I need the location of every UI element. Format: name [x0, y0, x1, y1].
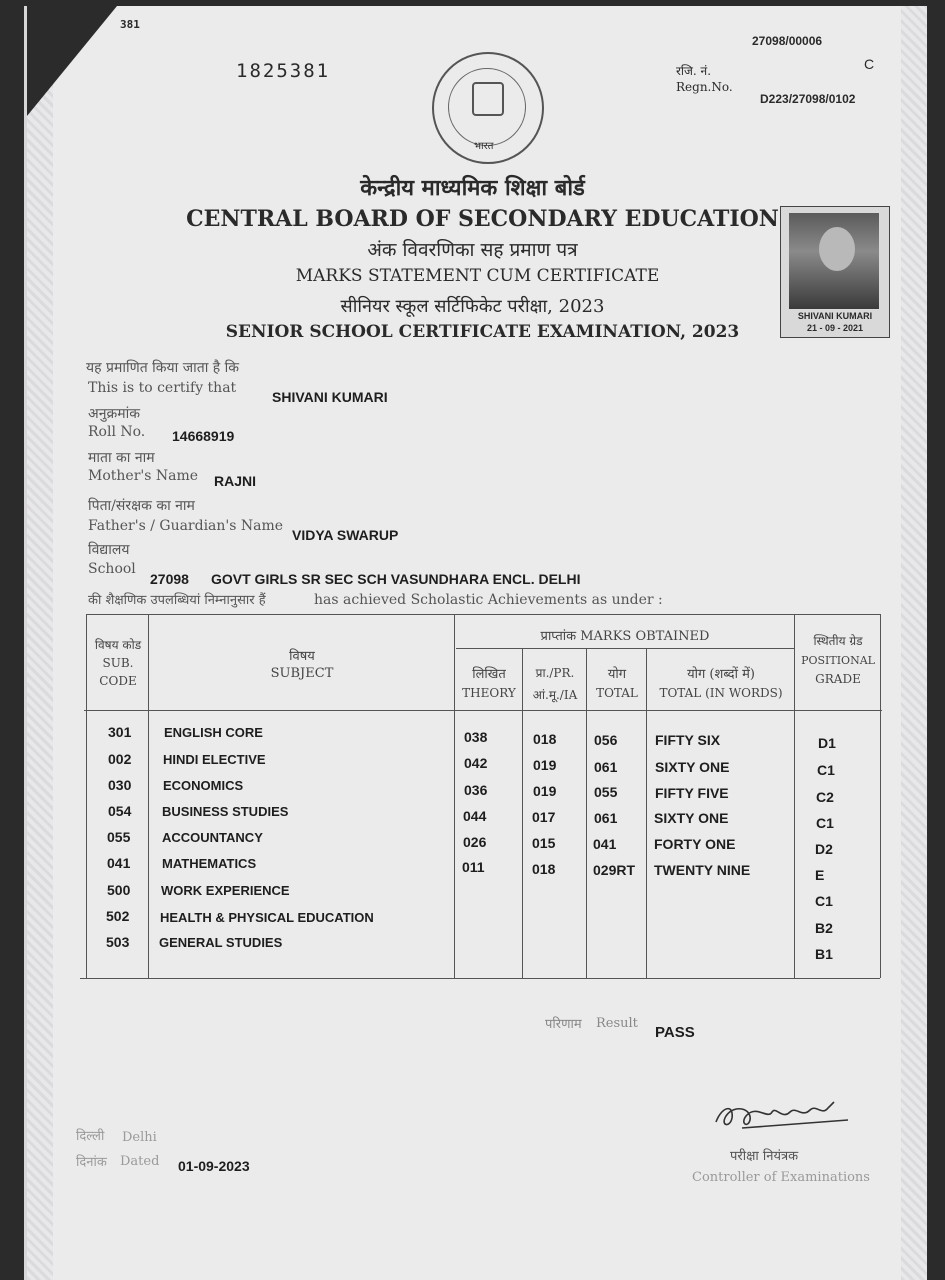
header-ia: आं.मू./IA	[532, 688, 578, 702]
mother-label: Mother's Name	[88, 468, 199, 484]
achieved-label: has achieved Scholastic Achievements as under :	[314, 592, 663, 608]
header-total: TOTAL	[596, 686, 638, 700]
row-total-words: SIXTY ONE	[655, 759, 730, 775]
row-grade: C2	[816, 789, 834, 805]
school-label: School	[88, 561, 136, 577]
row-practical: 019	[533, 757, 557, 773]
certificate-number: 1825381	[236, 60, 331, 82]
regn-label: Regn.No.	[676, 80, 733, 94]
header-total-hindi: योग	[607, 667, 627, 682]
row-grade: C1	[817, 762, 835, 778]
controller-label-hindi: परीक्षा नियंत्रक	[730, 1149, 799, 1164]
reference-number: 27098/00006	[752, 34, 823, 48]
photo-caption-date: 21 - 09 - 2021	[806, 323, 864, 333]
header-grade-2: GRADE	[815, 672, 861, 686]
row-total: 029RT	[593, 862, 636, 878]
header-theory: THEORY	[462, 686, 516, 700]
row-practical: 018	[532, 861, 556, 877]
school-code: 27098	[150, 571, 189, 587]
exam-title-hindi: सीनियर स्कूल सर्टिफिकेट परीक्षा, 2023	[340, 296, 605, 317]
header-words: TOTAL (IN WORDS)	[659, 686, 783, 700]
row-total-words: SIXTY ONE	[654, 810, 729, 826]
mother-name: RAJNI	[214, 473, 257, 489]
row-code: 502	[106, 908, 130, 924]
row-subject: ACCOUNTANCY	[162, 830, 263, 845]
row-subject: ENGLISH CORE	[164, 725, 263, 740]
student-name: SHIVANI KUMARI	[272, 389, 388, 405]
certify-label: This is to certify that	[88, 380, 237, 396]
row-theory: 036	[464, 782, 488, 798]
certify-label-hindi: यह प्रमाणित किया जाता है कि	[86, 360, 240, 376]
place-label: Delhi	[122, 1130, 157, 1145]
achieved-label-hindi: की शैक्षणिक उपलब्धियां निम्नानुसार हैं	[88, 593, 266, 608]
row-theory: 026	[463, 834, 487, 850]
letter-c: C	[864, 56, 875, 72]
table-top-border	[86, 614, 880, 615]
header-code-hindi: विषय कोड	[94, 638, 142, 652]
school-label-hindi: विद्यालय	[88, 542, 130, 558]
row-theory: 038	[464, 729, 488, 745]
torn-corner	[27, 6, 117, 116]
row-grade: C1	[815, 893, 833, 909]
roll-label: Roll No.	[88, 424, 146, 440]
issue-date: 01-09-2023	[178, 1158, 250, 1174]
row-subject: WORK EXPERIENCE	[161, 883, 290, 898]
header-marks	[456, 626, 794, 644]
row-code: 301	[108, 724, 132, 740]
row-grade: D1	[818, 735, 836, 751]
table-bottom-border	[80, 978, 880, 979]
row-subject: BUSINESS STUDIES	[162, 804, 289, 819]
mother-label-hindi: माता का नाम	[88, 450, 155, 466]
board-name-hindi: केन्द्रीय माध्यमिक शिक्षा बोर्ड	[360, 175, 585, 201]
row-subject: HINDI ELECTIVE	[163, 752, 266, 767]
row-grade: B1	[815, 946, 833, 962]
controller-signature	[712, 1098, 852, 1134]
row-total-words: FORTY ONE	[654, 836, 736, 852]
dated-label: Dated	[120, 1154, 160, 1169]
row-practical: 015	[532, 835, 556, 851]
result-label: Result	[596, 1016, 638, 1031]
row-total-words: FIFTY SIX	[655, 732, 721, 748]
row-total: 041	[593, 836, 617, 852]
row-theory: 044	[463, 808, 487, 824]
father-name: VIDYA SWARUP	[292, 527, 399, 543]
row-practical: 019	[533, 783, 557, 799]
student-photo	[780, 206, 890, 338]
row-subject: GENERAL STUDIES	[159, 935, 283, 950]
exam-title: SENIOR SCHOOL CERTIFICATE EXAMINATION, 2023	[225, 322, 740, 342]
roll-number: 14668919	[172, 428, 235, 444]
header-pr: प्रा./PR.	[535, 666, 575, 680]
header-subject: SUBJECT	[270, 666, 334, 681]
header-subject-hindi: विषय	[289, 649, 315, 664]
place-label-hindi: दिल्ली	[76, 1129, 105, 1144]
header-code-1: SUB.	[102, 656, 134, 670]
row-code: 503	[106, 934, 130, 950]
row-total: 056	[594, 732, 618, 748]
serial-fragment: 381	[120, 18, 140, 31]
row-grade: D2	[815, 841, 833, 857]
school-name: GOVT GIRLS SR SEC SCH VASUNDHARA ENCL. DELHI	[211, 571, 581, 587]
row-subject: HEALTH & PHYSICAL EDUCATION	[160, 910, 374, 925]
regn-label-hindi: रजि. नं.	[676, 64, 712, 78]
row-code: 054	[108, 803, 132, 819]
row-practical: 018	[533, 731, 557, 747]
row-total: 055	[594, 784, 618, 800]
result-label-hindi: परिणाम	[545, 1017, 582, 1032]
cbse-emblem	[432, 52, 544, 164]
marks-subheader-line	[456, 648, 794, 649]
board-name: CENTRAL BOARD OF SECONDARY EDUCATION	[186, 206, 779, 232]
document-title: MARKS STATEMENT CUM CERTIFICATE	[295, 266, 660, 286]
emblem-text: भारत	[474, 141, 494, 152]
row-grade: E	[815, 867, 825, 883]
row-code: 500	[107, 882, 131, 898]
row-practical: 017	[532, 809, 556, 825]
row-subject: ECONOMICS	[163, 778, 244, 793]
row-total-words: FIFTY FIVE	[655, 785, 729, 801]
father-label-hindi: पिता/संरक्षक का नाम	[88, 498, 195, 514]
row-code: 030	[108, 777, 132, 793]
document-title-hindi: अंक विवरणिका सह प्रमाण पत्र	[367, 239, 578, 261]
header-words-hindi: योग (शब्दों में)	[687, 667, 755, 682]
row-theory: 042	[464, 755, 488, 771]
header-grade-1: POSITIONAL	[801, 654, 875, 667]
header-code-2: CODE	[99, 674, 137, 688]
row-total: 061	[594, 810, 618, 826]
row-code: 002	[108, 751, 132, 767]
row-code: 055	[107, 829, 131, 845]
row-total-words: TWENTY NINE	[654, 862, 751, 878]
controller-label: Controller of Examinations	[692, 1170, 870, 1185]
row-subject: MATHEMATICS	[162, 856, 257, 871]
header-grade-hindi: स्थितीय ग्रेड	[813, 634, 863, 648]
regn-number: D223/27098/0102	[760, 92, 856, 106]
row-theory: 011	[462, 859, 485, 875]
row-grade: C1	[816, 815, 834, 831]
result-value: PASS	[655, 1024, 695, 1041]
header-marks-hindi: प्राप्तांक	[540, 629, 577, 644]
photo-caption-name: SHIVANI KUMARI	[797, 311, 873, 321]
row-code: 041	[107, 855, 131, 871]
header-marks-english: MARKS OBTAINED	[580, 629, 710, 644]
roll-label-hindi: अनुक्रमांक	[88, 406, 140, 422]
row-total: 061	[594, 759, 618, 775]
dated-label-hindi: दिनांक	[76, 1155, 107, 1170]
father-label: Father's / Guardian's Name	[88, 518, 284, 534]
header-theory-hindi: लिखित	[472, 667, 506, 682]
table-header-line	[84, 710, 882, 711]
row-grade: B2	[815, 920, 833, 936]
